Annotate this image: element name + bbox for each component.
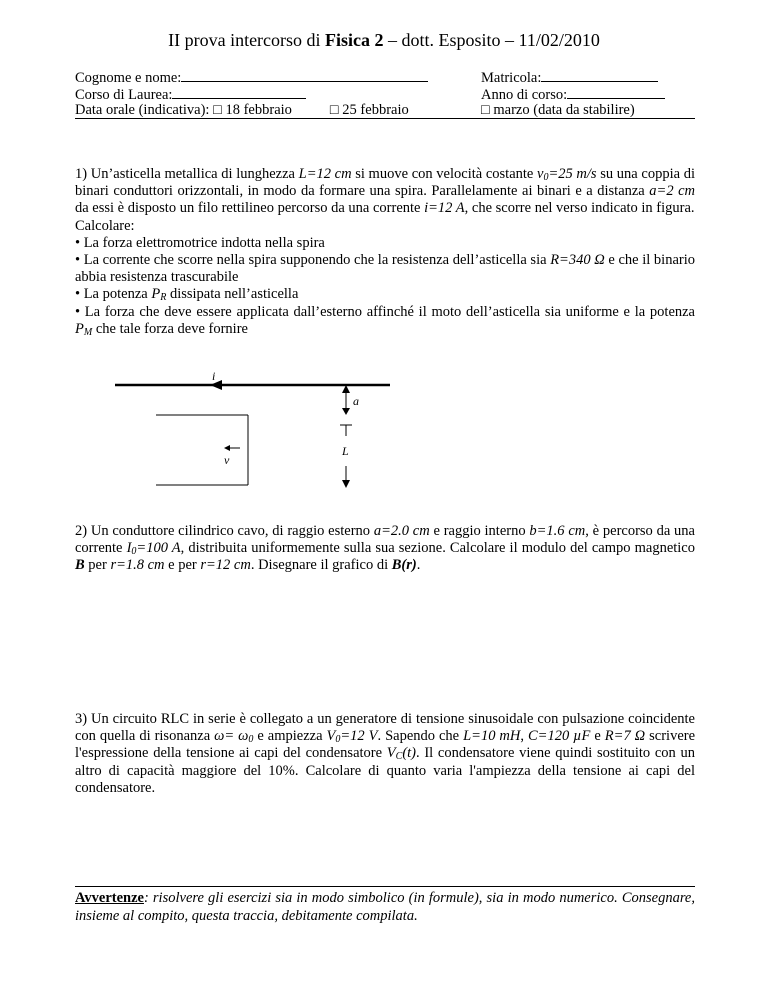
- label-i: i: [212, 370, 216, 383]
- name-label: Cognome e nome:: [75, 70, 182, 86]
- footer-text: : risolvere gli esercizi sia in modo simbolico (in formule), sia in modo numerico. Consegnare, insieme al compito, questa traccia, debitamente compilata.: [75, 890, 695, 924]
- footer-note: [75, 890, 695, 925]
- title-prefix: II prova intercorso di: [168, 30, 326, 50]
- problem-3-text: 3) Un circuito RLC in serie è collegato a un generatore di tensione sinusoidale con pulsazione coincidente con quella di risonanza $\omega= \omega_0$ e ampiezza $V_0=12$ V. Sapendo che L=10 mH, C=120 µF e R=7 Ω scrivere l'espressione della tensione ai capi del condensatore $V_C(t)$. Il condensatore viene quindi sostituito con un altro di capacità maggiore del 10%. Calcolare di quanto varia l'ampiezza della tensione ai capi del condensatore.: [75, 711, 696, 796]
- problem-1-bullet-1: • La forza elettromotrice indotta nella spira: [75, 234, 325, 251]
- year-field[interactable]: [567, 85, 665, 99]
- option-marzo[interactable]: □ marzo (data da stabilire): [481, 102, 635, 118]
- name-field[interactable]: [181, 68, 428, 82]
- footer-divider: [75, 886, 695, 887]
- option-25-feb[interactable]: □ 25 febbraio: [329, 102, 409, 118]
- velocity-arrow-icon: [224, 445, 230, 451]
- problem-1-calc: Calcolare:: [75, 217, 135, 234]
- L-arrow-down-icon: [342, 480, 350, 488]
- exam-label: Data orale (indicativa):: [75, 102, 210, 118]
- problem-2-text: 2) Un conduttore cilindrico cavo, di raggio esterno a=2.0 cm e raggio interno b=1.6 cm, è percorso da una corrente $I_0=100$ A, distribuita uniformemente sulla sua sezione. Calcolare il modulo del campo magnetico B per r=1.8 cm e per r=12 cm. Disegnare il grafico di B(r).: [75, 523, 695, 574]
- rail-figure: [100, 370, 400, 495]
- title-course: Fisica 2: [325, 30, 384, 50]
- label-L: L: [342, 444, 349, 458]
- problem-1-bullet-3: • La potenza $P_R$ dissipata nell’asticella: [75, 286, 299, 304]
- problem-3: [75, 711, 695, 797]
- label-v: v: [224, 453, 230, 467]
- header-left: [75, 68, 475, 119]
- a-arrow-down-icon: [342, 408, 350, 415]
- header-divider: [75, 118, 695, 119]
- page-title: [0, 30, 768, 51]
- label-a: a: [353, 394, 359, 408]
- header-right: [481, 68, 696, 119]
- course-field[interactable]: [172, 85, 306, 99]
- option-18-feb[interactable]: □ 18 febbraio: [213, 102, 292, 118]
- year-label: Anno di corso:: [481, 87, 568, 103]
- problem-1-bullet-4: • La forza che deve essere applicata dall’esterno affinché il moto dell’asticella sia uniforme e la potenza $P_M$ che tale forza deve fornire: [75, 303, 695, 338]
- title-suffix: – dott. Esposito – 11/02/2010: [383, 30, 600, 50]
- problem-1-text: 1) Un’asticella metallica di lunghezza L=12 cm si muove con velocità costante $v_0=25$ m/s su una coppia di binari conduttori orizzontali, in modo da formare una spira. Parallelamente ai binari e a distanza a=2 cm da essi è disposto un filo rettilineo percorso da una corrente i=12 A, che scorre nel verso indicato in figura.: [75, 166, 695, 217]
- problem-2: [75, 523, 695, 575]
- course-label: Corso di Laurea:: [75, 87, 173, 103]
- problem-1-bullet-2: • La corrente che scorre nella spira supponendo che la resistenza dell’asticella sia R=340 Ω e che il binario abbia resistenza trascurabile: [75, 252, 695, 286]
- matricola-label: Matricola:: [481, 70, 542, 86]
- matricola-field[interactable]: [541, 68, 658, 82]
- footer-lead: Avvertenze: [75, 890, 144, 906]
- problem-1: [75, 166, 695, 338]
